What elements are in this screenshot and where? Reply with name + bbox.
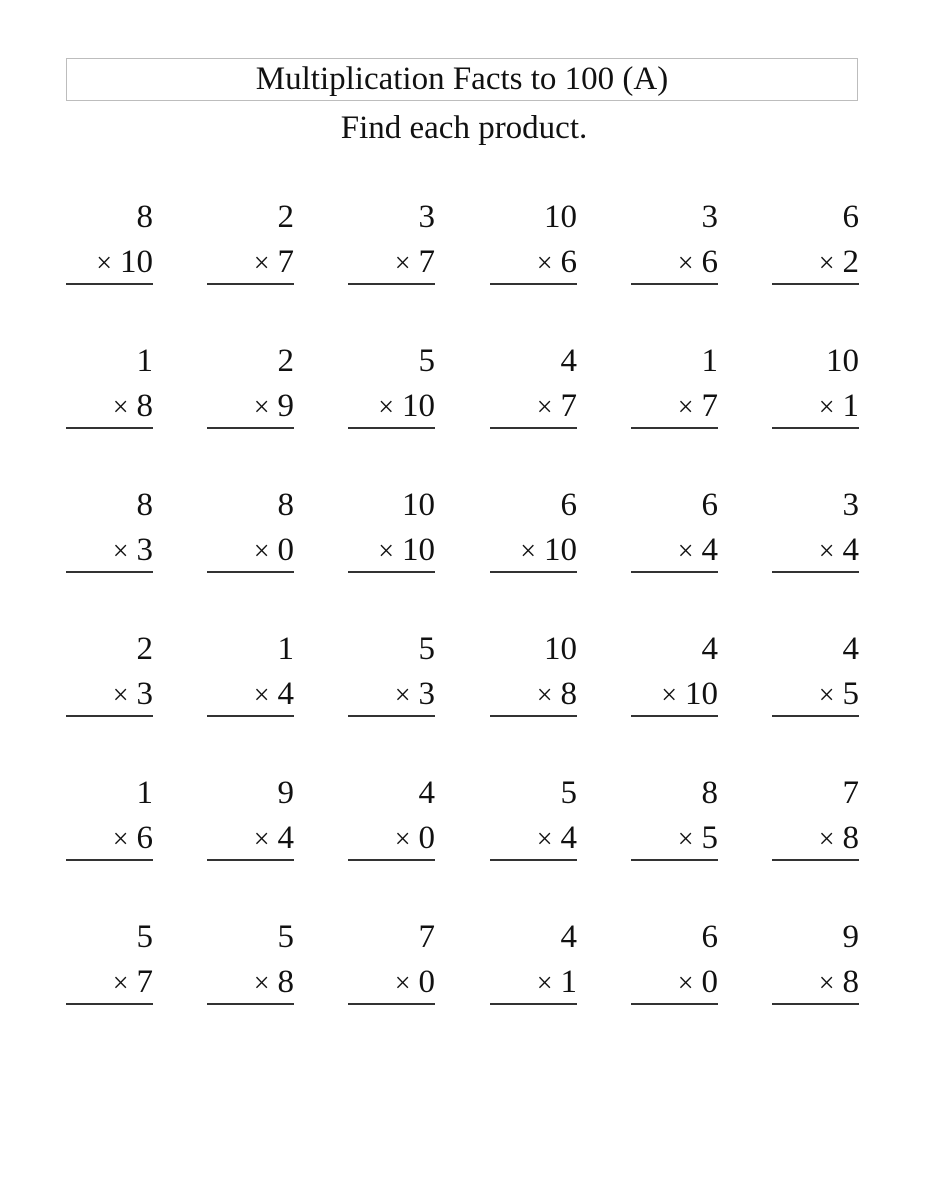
worksheet-instructions: Find each product. [340, 110, 588, 146]
top-factor: 1 [277, 631, 294, 667]
bottom-factor-row [254, 530, 294, 572]
bottom-factor: 4 [277, 676, 294, 712]
problem-item [631, 629, 718, 719]
answer-line [348, 571, 435, 573]
bottom-factor-row [537, 962, 577, 1004]
top-factor: 5 [136, 919, 153, 955]
answer-line [772, 715, 859, 717]
times-sign: × [96, 248, 112, 279]
answer-line [631, 283, 718, 285]
bottom-factor: 6 [136, 820, 153, 856]
times-sign: × [112, 392, 129, 423]
answer-line [772, 427, 859, 429]
bottom-factor-row [661, 674, 718, 716]
times-sign: × [818, 680, 835, 711]
problem-item [348, 629, 435, 719]
bottom-factor-row [819, 818, 859, 860]
times-sign: × [253, 248, 270, 279]
problem-item [348, 773, 435, 863]
top-factor: 7 [842, 775, 859, 811]
worksheet-title: Multiplication Facts to 100 (A) [255, 61, 669, 97]
bottom-factor: 0 [701, 964, 718, 1000]
top-factor: 6 [560, 487, 577, 523]
top-factor: 1 [136, 775, 153, 811]
answer-line [631, 571, 718, 573]
bottom-factor: 8 [842, 820, 859, 856]
times-sign: × [536, 680, 553, 711]
bottom-factor: 10 [120, 244, 153, 280]
problem-item [207, 773, 294, 863]
top-factor: 5 [418, 343, 435, 379]
bottom-factor-row [819, 242, 859, 284]
problem-item [490, 917, 577, 1007]
times-sign: × [394, 680, 411, 711]
times-sign: × [394, 968, 411, 999]
bottom-factor-row [520, 530, 577, 572]
times-sign: × [536, 248, 553, 279]
problem-item [772, 341, 859, 431]
times-sign: × [112, 536, 129, 567]
problem-item [207, 917, 294, 1007]
bottom-factor-row [395, 962, 435, 1004]
top-factor: 9 [842, 919, 859, 955]
times-sign: × [378, 536, 394, 567]
bottom-factor-row [378, 530, 435, 572]
answer-line [772, 1003, 859, 1005]
bottom-factor: 4 [842, 532, 859, 568]
top-factor: 5 [277, 919, 294, 955]
answer-line [207, 283, 294, 285]
bottom-factor: 7 [701, 388, 718, 424]
answer-line [207, 1003, 294, 1005]
bottom-factor-row [113, 818, 153, 860]
bottom-factor: 0 [418, 964, 435, 1000]
problem-item [348, 341, 435, 431]
problem-item [631, 917, 718, 1007]
bottom-factor-row [678, 962, 718, 1004]
times-sign: × [520, 536, 536, 567]
problem-item [348, 485, 435, 575]
times-sign: × [677, 392, 694, 423]
bottom-factor-row [537, 242, 577, 284]
bottom-factor-row [378, 386, 435, 428]
answer-line [631, 859, 718, 861]
top-factor: 8 [136, 199, 153, 235]
top-factor: 2 [136, 631, 153, 667]
answer-line [490, 859, 577, 861]
top-factor: 6 [701, 919, 718, 955]
top-factor: 1 [701, 343, 718, 379]
times-sign: × [677, 536, 694, 567]
problem-item [207, 485, 294, 575]
top-factor: 4 [701, 631, 718, 667]
answer-line [207, 427, 294, 429]
times-sign: × [253, 680, 270, 711]
bottom-factor-row [678, 530, 718, 572]
bottom-factor: 4 [701, 532, 718, 568]
problem-item [490, 629, 577, 719]
bottom-factor: 6 [560, 244, 577, 280]
top-factor: 6 [701, 487, 718, 523]
bottom-factor: 1 [560, 964, 577, 1000]
bottom-factor: 5 [701, 820, 718, 856]
bottom-factor: 4 [560, 820, 577, 856]
bottom-factor-row [395, 674, 435, 716]
bottom-factor-row [113, 962, 153, 1004]
top-factor: 3 [418, 199, 435, 235]
problem-item [631, 773, 718, 863]
answer-line [631, 1003, 718, 1005]
times-sign: × [112, 968, 129, 999]
answer-line [348, 427, 435, 429]
times-sign: × [253, 968, 270, 999]
problem-item [490, 485, 577, 575]
answer-line [207, 859, 294, 861]
top-factor: 1 [136, 343, 153, 379]
bottom-factor-row [819, 674, 859, 716]
bottom-factor: 8 [842, 964, 859, 1000]
bottom-factor: 7 [136, 964, 153, 1000]
problem-item [772, 197, 859, 287]
bottom-factor: 10 [402, 532, 435, 568]
bottom-factor: 4 [277, 820, 294, 856]
times-sign: × [818, 392, 835, 423]
top-factor: 2 [277, 343, 294, 379]
top-factor: 10 [544, 631, 577, 667]
top-factor: 10 [826, 343, 859, 379]
times-sign: × [253, 824, 270, 855]
answer-line [772, 859, 859, 861]
bottom-factor-row [113, 530, 153, 572]
problem-item [207, 629, 294, 719]
top-factor: 8 [277, 487, 294, 523]
top-factor: 9 [277, 775, 294, 811]
problem-item [66, 197, 153, 287]
answer-line [348, 283, 435, 285]
top-factor: 3 [701, 199, 718, 235]
bottom-factor-row [113, 386, 153, 428]
bottom-factor: 0 [418, 820, 435, 856]
top-factor: 2 [277, 199, 294, 235]
bottom-factor-row [678, 242, 718, 284]
problem-item [490, 773, 577, 863]
problem-item [66, 341, 153, 431]
times-sign: × [394, 248, 411, 279]
answer-line [490, 283, 577, 285]
bottom-factor-row [395, 818, 435, 860]
answer-line [348, 859, 435, 861]
problem-item [631, 341, 718, 431]
problem-item [207, 341, 294, 431]
top-factor: 4 [418, 775, 435, 811]
bottom-factor: 5 [842, 676, 859, 712]
top-factor: 8 [136, 487, 153, 523]
top-factor: 5 [560, 775, 577, 811]
bottom-factor-row [819, 962, 859, 1004]
times-sign: × [677, 968, 694, 999]
bottom-factor-row [254, 242, 294, 284]
bottom-factor: 9 [277, 388, 294, 424]
problem-item [207, 197, 294, 287]
answer-line [772, 571, 859, 573]
bottom-factor-row [678, 386, 718, 428]
bottom-factor-row [96, 242, 153, 284]
times-sign: × [677, 824, 694, 855]
bottom-factor-row [537, 674, 577, 716]
bottom-factor: 10 [544, 532, 577, 568]
top-factor: 10 [544, 199, 577, 235]
problem-item [66, 773, 153, 863]
problem-item [66, 629, 153, 719]
times-sign: × [112, 824, 129, 855]
answer-line [348, 715, 435, 717]
times-sign: × [818, 824, 835, 855]
bottom-factor-row [819, 386, 859, 428]
answer-line [490, 427, 577, 429]
top-factor: 4 [842, 631, 859, 667]
times-sign: × [536, 968, 553, 999]
top-factor: 7 [418, 919, 435, 955]
times-sign: × [818, 248, 835, 279]
times-sign: × [394, 824, 411, 855]
top-factor: 5 [418, 631, 435, 667]
problem-item [631, 197, 718, 287]
problem-item [348, 197, 435, 287]
problem-item [772, 485, 859, 575]
times-sign: × [536, 824, 553, 855]
problem-item [490, 341, 577, 431]
answer-line [631, 427, 718, 429]
bottom-factor: 8 [277, 964, 294, 1000]
top-factor: 4 [560, 919, 577, 955]
bottom-factor-row [395, 242, 435, 284]
answer-line [348, 1003, 435, 1005]
answer-line [490, 715, 577, 717]
problem-item [490, 197, 577, 287]
times-sign: × [536, 392, 553, 423]
bottom-factor: 10 [685, 676, 718, 712]
bottom-factor: 0 [277, 532, 294, 568]
bottom-factor: 7 [560, 388, 577, 424]
bottom-factor: 3 [136, 532, 153, 568]
answer-line [66, 571, 153, 573]
bottom-factor-row [254, 818, 294, 860]
bottom-factor: 8 [136, 388, 153, 424]
answer-line [772, 283, 859, 285]
bottom-factor-row [537, 818, 577, 860]
bottom-factor-row [113, 674, 153, 716]
problem-item [631, 485, 718, 575]
bottom-factor: 3 [418, 676, 435, 712]
problem-item [66, 485, 153, 575]
bottom-factor: 1 [842, 388, 859, 424]
answer-line [66, 427, 153, 429]
problem-item [66, 917, 153, 1007]
times-sign: × [253, 536, 270, 567]
answer-line [490, 1003, 577, 1005]
bottom-factor: 6 [701, 244, 718, 280]
bottom-factor: 7 [418, 244, 435, 280]
problem-item [348, 917, 435, 1007]
times-sign: × [818, 968, 835, 999]
answer-line [66, 283, 153, 285]
times-sign: × [112, 680, 129, 711]
top-factor: 4 [560, 343, 577, 379]
answer-line [207, 715, 294, 717]
answer-line [207, 571, 294, 573]
bottom-factor-row [537, 386, 577, 428]
top-factor: 10 [402, 487, 435, 523]
times-sign: × [253, 392, 270, 423]
bottom-factor-row [678, 818, 718, 860]
bottom-factor: 3 [136, 676, 153, 712]
bottom-factor-row [254, 674, 294, 716]
answer-line [66, 859, 153, 861]
bottom-factor: 8 [560, 676, 577, 712]
answer-line [631, 715, 718, 717]
bottom-factor: 10 [402, 388, 435, 424]
bottom-factor-row [254, 962, 294, 1004]
top-factor: 6 [842, 199, 859, 235]
answer-line [66, 715, 153, 717]
bottom-factor-row [254, 386, 294, 428]
times-sign: × [661, 680, 677, 711]
bottom-factor-row [819, 530, 859, 572]
bottom-factor: 7 [277, 244, 294, 280]
top-factor: 3 [842, 487, 859, 523]
answer-line [66, 1003, 153, 1005]
problem-item [772, 629, 859, 719]
bottom-factor: 2 [842, 244, 859, 280]
top-factor: 8 [701, 775, 718, 811]
problem-item [772, 773, 859, 863]
answer-line [490, 571, 577, 573]
times-sign: × [378, 392, 394, 423]
problem-item [772, 917, 859, 1007]
times-sign: × [818, 536, 835, 567]
times-sign: × [677, 248, 694, 279]
